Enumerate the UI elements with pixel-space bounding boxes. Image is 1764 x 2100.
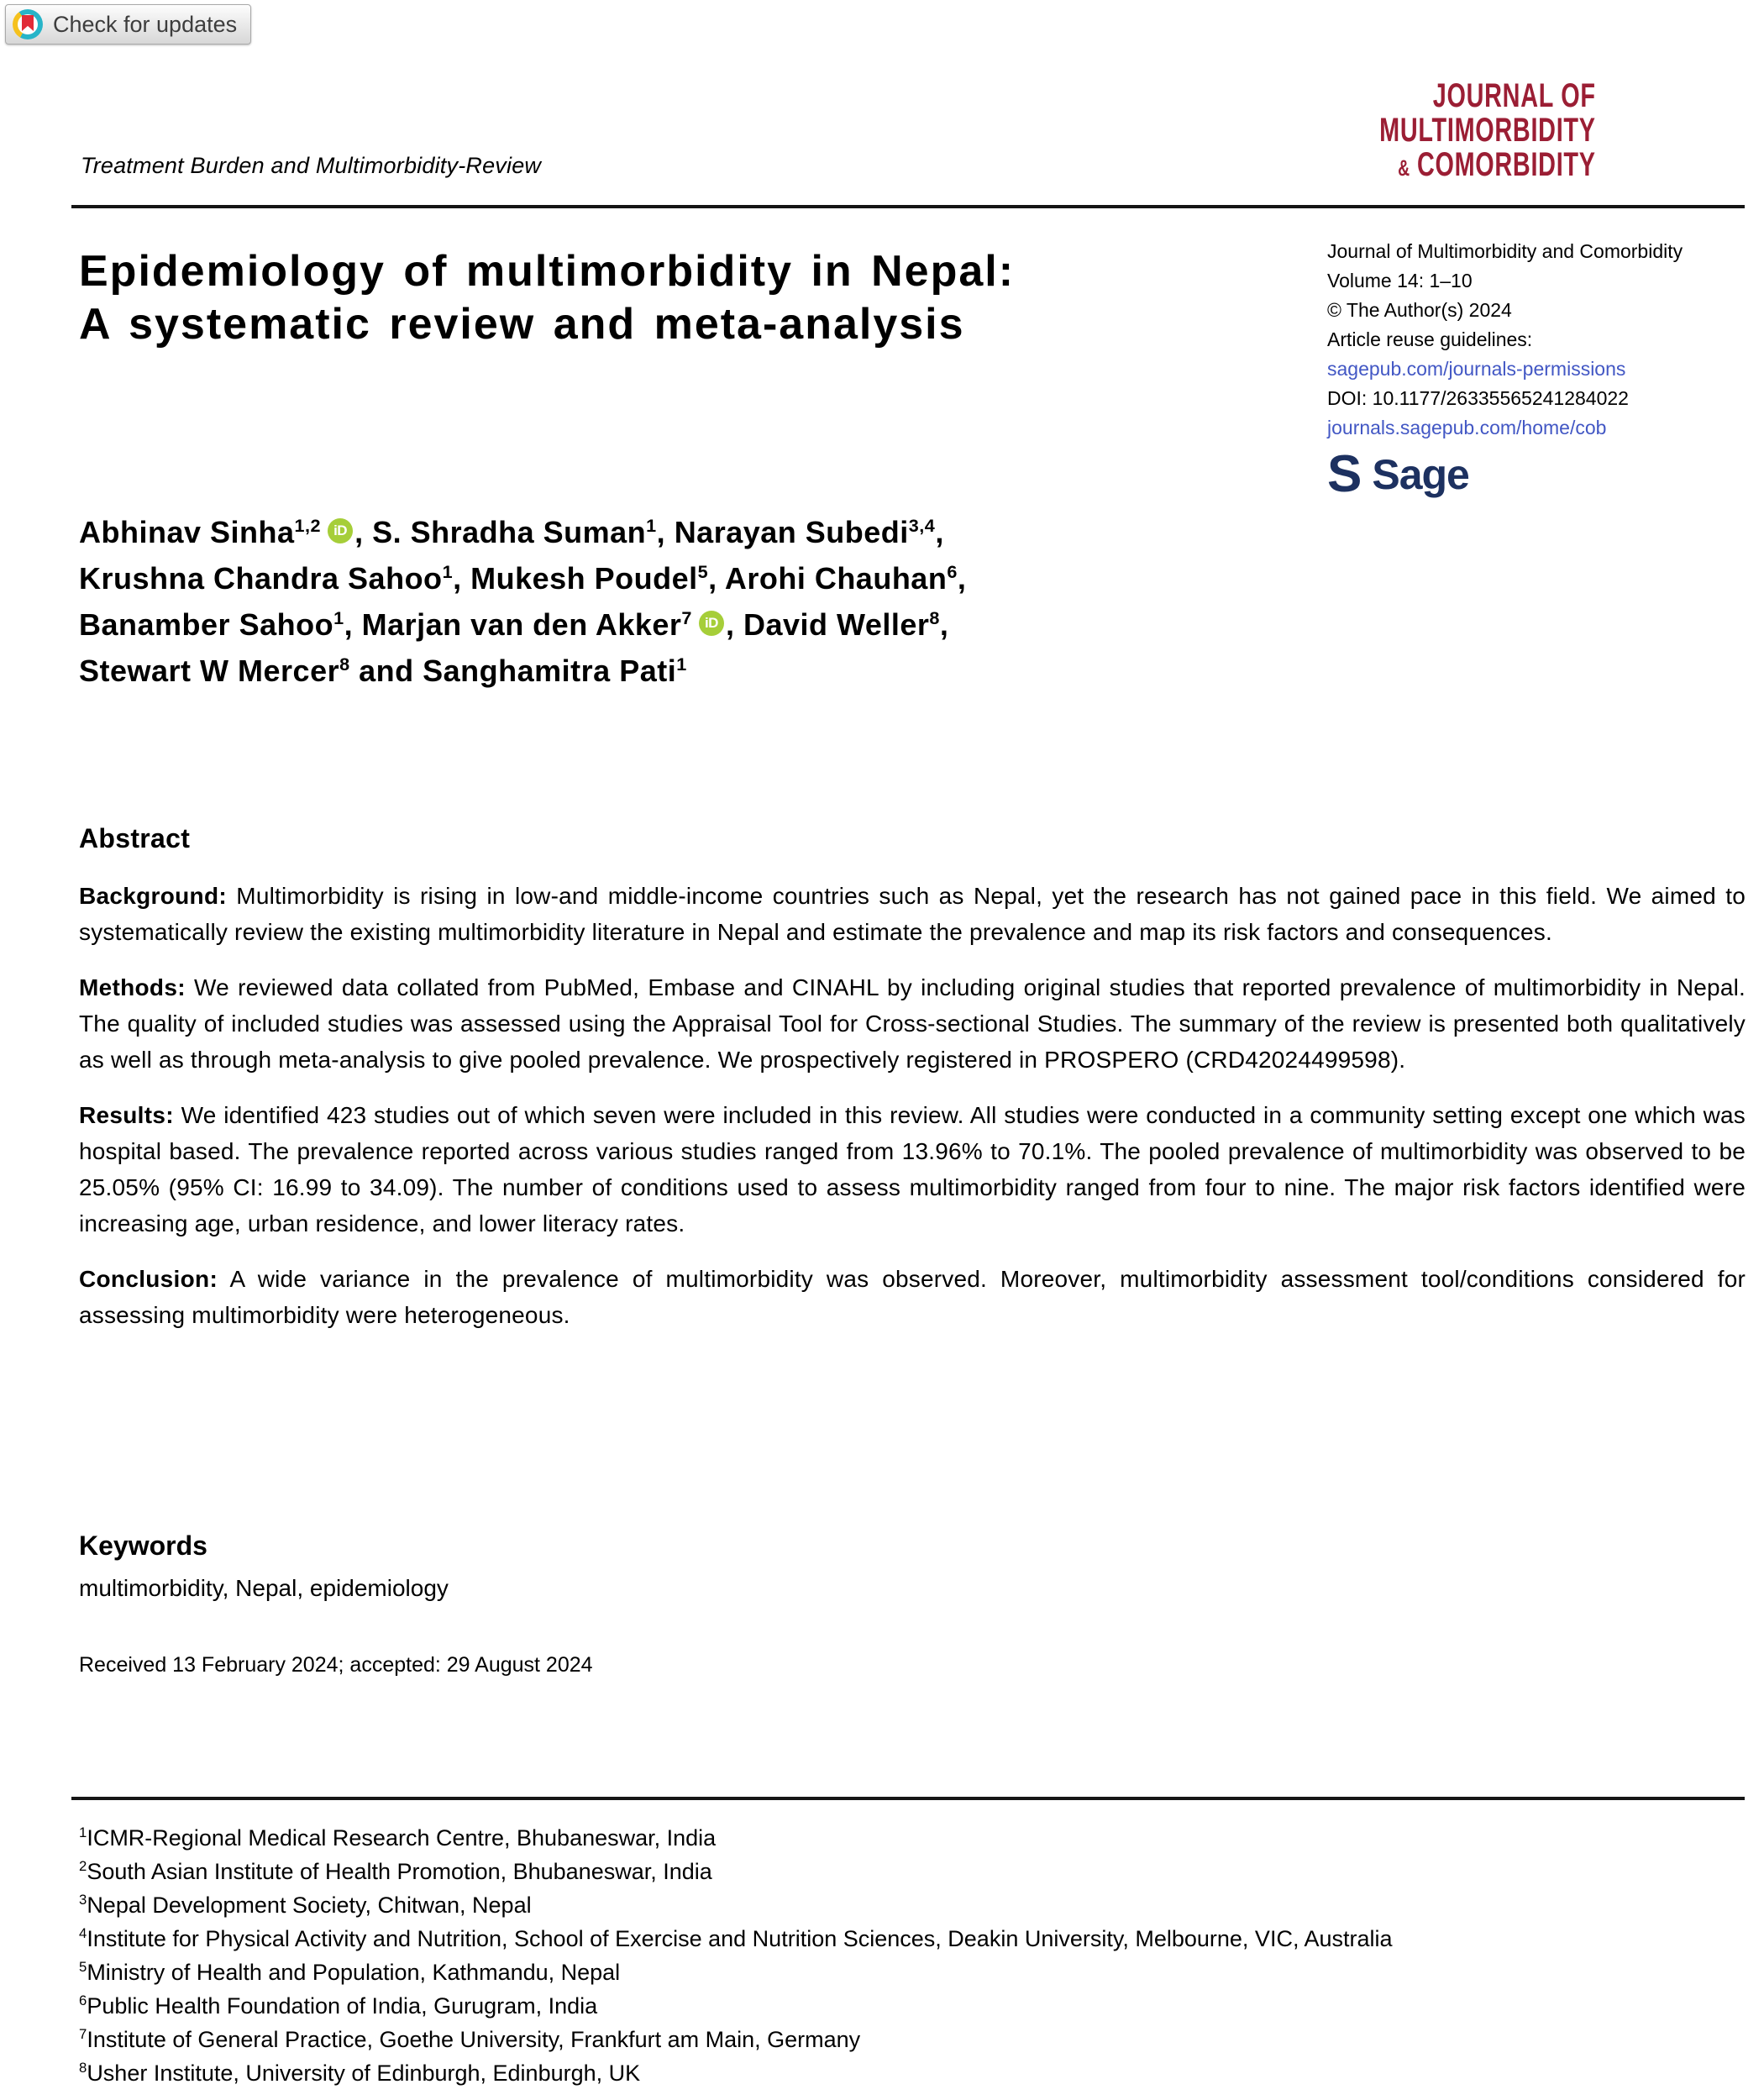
header-divider	[71, 205, 1745, 208]
author-separator: ,	[725, 607, 743, 642]
sage-logo-s-glyph: S	[1327, 445, 1362, 503]
author-affiliation-sup: 1,2	[294, 515, 322, 536]
abstract-section	[79, 823, 1746, 1352]
journal-home-link[interactable]: journals.sagepub.com/home/cob	[1327, 417, 1607, 438]
author-affiliation-sup: 8	[339, 654, 350, 675]
footnote-affiliation: $^4$Institute for Physical Activity and Nutrition, School of Exercise and Nutrition Sciences, Deakin University, Melbourne, VIC, Australia	[79, 1925, 1393, 1951]
bookmark-icon	[22, 15, 34, 31]
article-title	[79, 245, 1339, 351]
author-affiliation-sup: 1	[333, 607, 344, 628]
author-separator: ,	[656, 515, 675, 549]
abstract-paragraph-label: Background:	[79, 883, 227, 909]
author-separator: ,	[354, 515, 373, 549]
footnote-sup: 5	[79, 1959, 87, 1975]
footnote-affiliation: $^3$Nepal Development Society, Chitwan, Nepal	[79, 1892, 532, 1918]
abstract-paragraph-label: Methods:	[79, 974, 186, 1000]
footnote-divider	[71, 1797, 1745, 1800]
footnote-affiliation: $^1$ICMR-Regional Medical Research Centre, Bhubaneswar, India	[79, 1824, 717, 1851]
abstract-heading: Abstract	[79, 823, 191, 853]
author-separator: ,	[935, 515, 944, 549]
author-line	[79, 601, 1087, 648]
author-block	[79, 509, 1087, 694]
journal-logo-ampersand: &	[1398, 155, 1410, 181]
keywords-heading: Keywords	[79, 1530, 207, 1561]
meta-doi: DOI: 10.1177/26335565241284022	[1327, 387, 1629, 409]
keywords-section	[79, 1530, 449, 1602]
footnote-affiliation: $^2$South Asian Institute of Health Promotion, Bhubaneswar, India	[79, 1858, 712, 1884]
abstract-paragraph: Methods: We reviewed data collated from PubMed, Embase and CINAHL by including original studies that reported prevalence of multimorbidity in Nepal. The quality of included studies was assessed using the Appraisal Tool for Cross-sectional Studies. The summary of the review is presented both qualitatively as well as through meta-analysis to give pooled prevalence. We prospectively registered in PROSPERO (CRD42024499598).	[79, 974, 1746, 1073]
author-affiliation-sup: 7	[681, 607, 692, 628]
footnote-sup: 4	[79, 1925, 87, 1941]
author-line	[79, 555, 1087, 601]
journal-logo-line2: MULTIMORBIDITY	[1379, 112, 1596, 149]
footnote-sup: 8	[79, 2060, 87, 2076]
check-for-updates-button[interactable]	[5, 4, 251, 45]
author-affiliation-sup: 1	[676, 654, 687, 675]
crossref-icon-inner	[18, 14, 38, 34]
author-name: Arohi Chauhan	[724, 561, 948, 596]
author-separator: ,	[957, 561, 967, 596]
footnote-affiliation: $^8$Usher Institute, University of Edinburgh, Edinburgh, UK	[79, 2060, 641, 2086]
permissions-link[interactable]: sagepub.com/journals-permissions	[1327, 358, 1626, 380]
check-for-updates-label: Check for updates	[53, 11, 238, 37]
author-line	[79, 648, 1087, 694]
journal-metadata	[1327, 237, 1747, 503]
orcid-icon[interactable]: iD	[699, 611, 724, 636]
author-separator: ,	[939, 607, 949, 642]
author-name: Krushna Chandra Sahoo	[79, 561, 443, 596]
author-affiliation-sup: 6	[947, 561, 958, 582]
meta-copyright: © The Author(s) 2024	[1327, 299, 1512, 321]
author-affiliation-sup: 1	[646, 515, 657, 536]
author-affiliation-sup: 8	[929, 607, 940, 628]
author-separator: ,	[708, 561, 725, 596]
author-name: Sanghamitra Pati	[423, 654, 677, 688]
received-accepted-dates: Received 13 February 2024; accepted: 29 August 2024	[79, 1653, 593, 1677]
footnote-affiliation: $^6$Public Health Foundation of India, Gurugram, India	[79, 1992, 598, 2019]
abstract-paragraph: Background: Multimorbidity is rising in low-and middle-income countries such as Nepal, yet the research has not gained pace in this field. We aimed to systematically review the existing multimorbidity literature in Nepal and estimate the prevalence and map its risk factors and consequences.	[79, 883, 1746, 945]
footnote-sup: 6	[79, 1992, 87, 2008]
author-affiliation-sup: 1	[442, 561, 454, 582]
article-title-line1: Epidemiology of multimorbidity in Nepal:	[79, 247, 1016, 296]
footnote-sup: 3	[79, 1892, 87, 1908]
author-name: David Weller	[743, 607, 930, 642]
abstract-paragraph-label: Results:	[79, 1102, 174, 1128]
abstract-paragraph-label: Conclusion:	[79, 1266, 218, 1292]
author-affiliation-sup: 3,4	[908, 515, 936, 536]
crossref-icon	[13, 9, 43, 39]
author-line	[79, 509, 1087, 555]
meta-volume: Volume 14: 1–10	[1327, 270, 1473, 291]
journal-logo-line1: JOURNAL OF	[1433, 77, 1596, 114]
sage-logo-wordmark: Sage	[1372, 450, 1469, 498]
sage-logo	[1327, 445, 1747, 503]
author-name: Abhinav Sinha	[79, 515, 295, 549]
abstract-sections	[79, 878, 1746, 1333]
meta-journal-name: Journal of Multimorbidity and Comorbidity	[1327, 240, 1683, 262]
author-name: S. Shradha Suman	[372, 515, 647, 549]
author-name: Narayan Subedi	[674, 515, 909, 549]
footnote-sup: 7	[79, 2026, 87, 2042]
running-head: Treatment Burden and Multimorbidity-Review	[81, 153, 542, 178]
footnotes	[79, 1821, 1746, 2090]
author-name: Stewart W Mercer	[79, 654, 340, 688]
journal-logo-line3-text: COMORBIDITY	[1417, 146, 1596, 183]
author-affiliation-sup: 5	[697, 561, 709, 582]
footnote-sup: 2	[79, 1858, 87, 1874]
article-title-line2: A systematic review and meta-analysis	[79, 300, 965, 349]
author-name: Marjan van den Akker	[361, 607, 682, 642]
meta-reuse-label: Article reuse guidelines:	[1327, 328, 1533, 350]
author-separator: ,	[453, 561, 471, 596]
author-name: Mukesh Poudel	[470, 561, 698, 596]
author-separator: ,	[344, 607, 362, 642]
journal-logo	[1379, 79, 1596, 186]
keywords-list: multimorbidity, Nepal, epidemiology	[79, 1575, 449, 1601]
footnote-sup: 1	[79, 1824, 87, 1840]
orcid-icon[interactable]: iD	[328, 518, 353, 543]
journal-logo-line3	[1379, 148, 1596, 186]
abstract-paragraph: Conclusion: A wide variance in the prevalence of multimorbidity was observed. Moreover, multimorbidity assessment tool/conditions considered for assessing multimorbidity were heterogeneous.	[79, 1266, 1746, 1328]
author-name: Banamber Sahoo	[79, 607, 334, 642]
footnote-affiliation: $^5$Ministry of Health and Population, Kathmandu, Nepal	[79, 1959, 621, 1985]
author-separator: and	[349, 654, 423, 688]
footnote-affiliation: $^7$Institute of General Practice, Goethe University, Frankfurt am Main, Germany	[79, 2026, 861, 2052]
abstract-paragraph: Results: We identified 423 studies out of which seven were included in this review. All studies were conducted in a community setting except one which was hospital based. The prevalence reported across various studies ranged from 13.96% to 70.1%. The pooled prevalence of multimorbidity was observed to be 25.05% (95% CI: 16.99 to 34.09). The number of conditions used to assess multimorbidity ranged from four to nine. The major risk factors identified were increasing age, urban residence, and lower literacy rates.	[79, 1102, 1746, 1236]
